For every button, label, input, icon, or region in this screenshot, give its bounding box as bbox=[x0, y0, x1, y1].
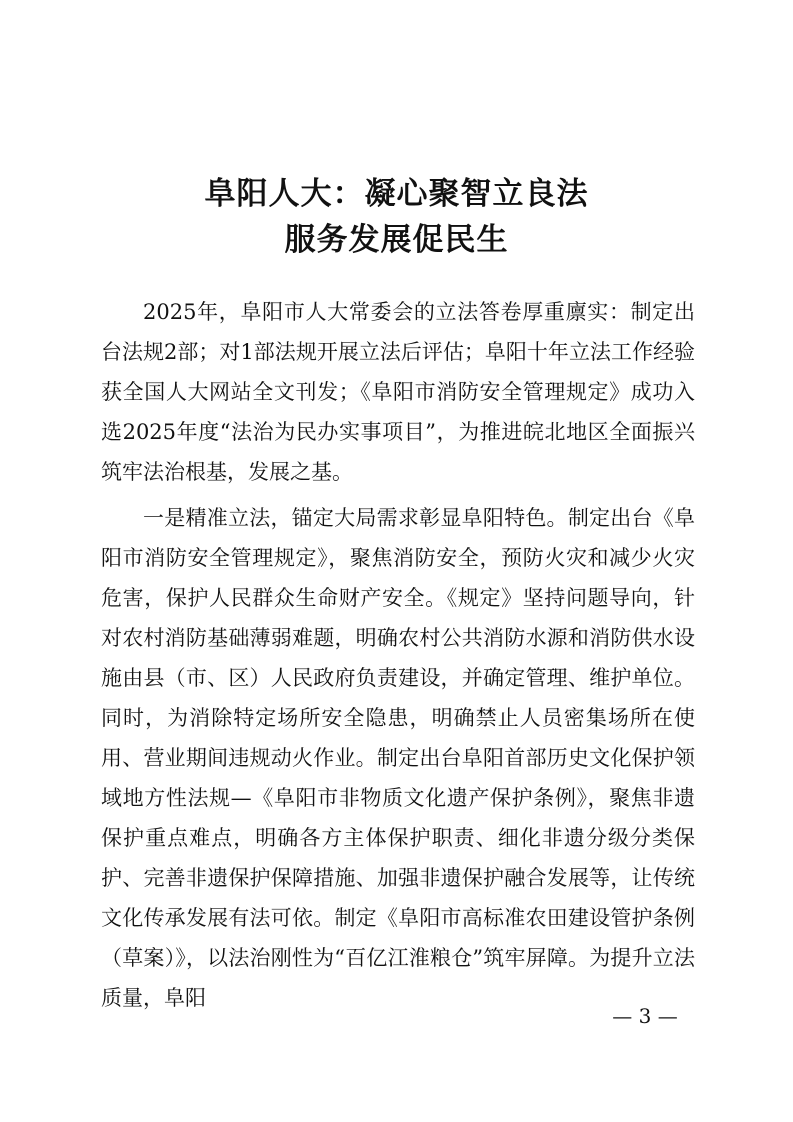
paragraph-2-lead: 一是精准立法，锚定大局需求彰显阜阳特色。 bbox=[143, 506, 568, 530]
paragraph-2-body: 制定出台《阜阳市消防安全管理规定》，聚焦消防安全，预防火灾和减少火灾危害，保护人民群众生命财产安全。《规定》坚持问题导向，针对农村消防基础薄弱难题，明确农村公共消防水源和消防供水设施由县（市、区）人民政府负责建设，并确定管理、维护单位。同时，为消除特定场所安全隐患，明确禁止人员密集场所在使用、营业期间违规动火作业。制定出台阜阳首部历史文化保护领域地方性法规—《阜阳市非物质文化遗产保护条例》，聚焦非遗保护重点难点，明确各方主体保护职责、细化非遗分级分类保护、完善非遗保护保障措施、加强非遗保护融合发展等，让传统文化传承发展有法可依。制定《阜阳市高标准农田建设管护条例（草案）》，以法治刚性为“百亿江淮粮仓”筑牢屏障。为提升立法质量，阜阳 bbox=[101, 506, 696, 1010]
paragraph-2 bbox=[101, 498, 695, 1018]
paragraph-1: 2025年，阜阳市人大常委会的立法答卷厚重廪实：制定出台法规2部；对1部法规开展立法后评估；阜阳十年立法工作经验获全国人大网站全文刊发；《阜阳市消防安全管理规定》成功入选2025年度“法治为民办实事项目”，为推进皖北地区全面振兴筑牢法治根基，发展之基。 bbox=[101, 300, 695, 484]
title-line-1: 阜阳人大：凝心聚智立良法 bbox=[204, 176, 589, 212]
page-number: — 3 — bbox=[612, 1004, 678, 1028]
title-line-2: 服务发展促民生 bbox=[284, 222, 509, 258]
document-body bbox=[101, 292, 695, 1018]
